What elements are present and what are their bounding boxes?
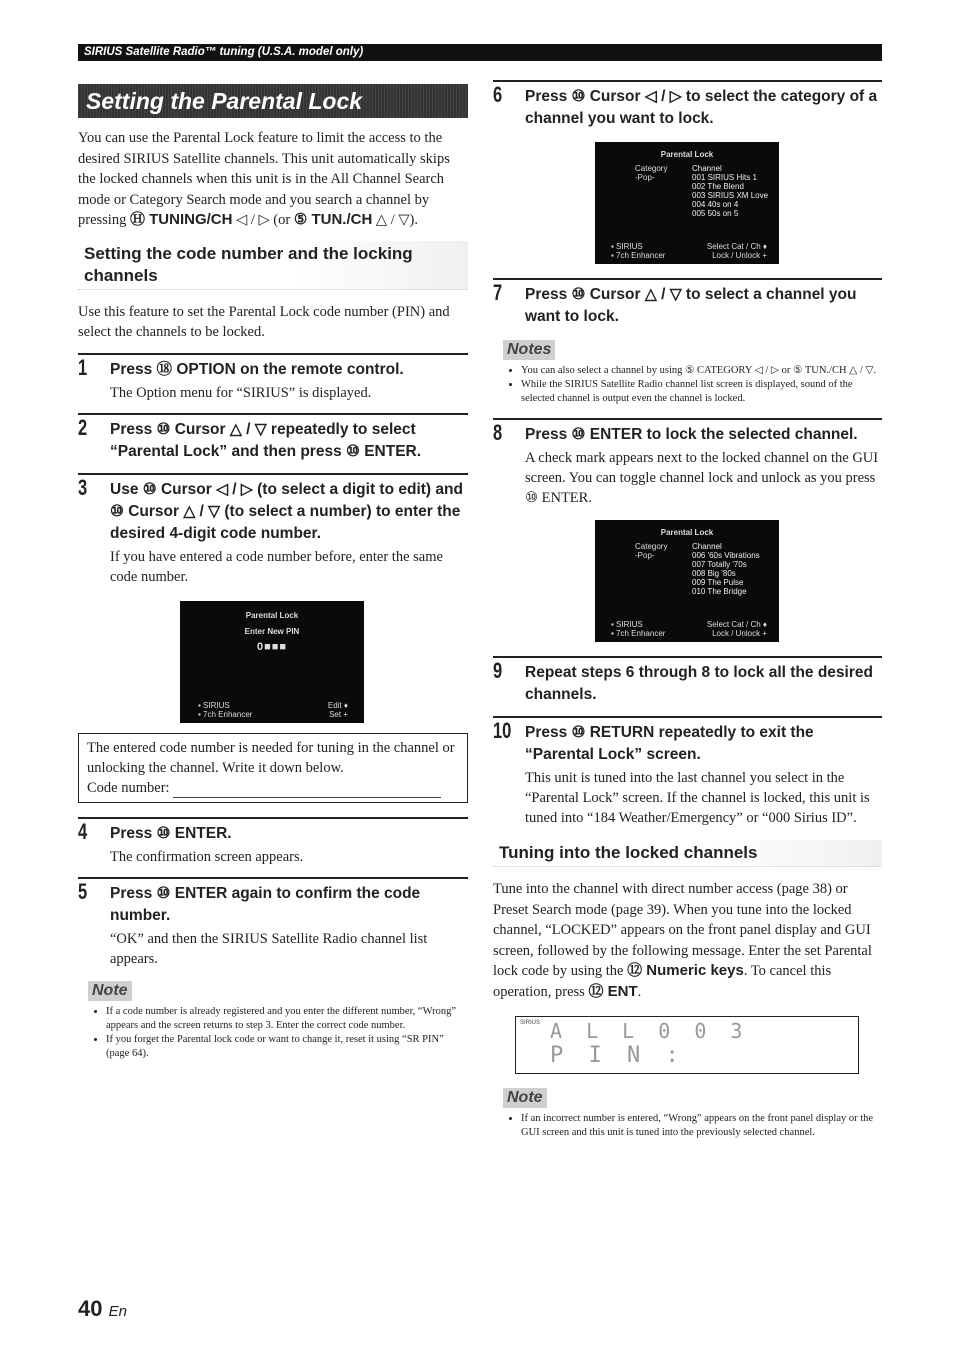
code-number-line[interactable] (173, 797, 441, 798)
notes-label: Notes (503, 340, 555, 360)
note-label: Note (88, 981, 132, 1001)
gui-screen-enter-pin: Parental Lock Enter New PIN 0■■■ ▪ SIRIUS ▪ 7ch Enhancer Edit ♦ Set + (180, 601, 364, 723)
left-column (78, 84, 468, 1061)
note-label-2: Note (503, 1088, 547, 1108)
sub-intro: Use this feature to set the Parental Lock code number (PIN) and select the channels to be locked. (78, 303, 450, 340)
right-column (493, 80, 882, 1140)
step-8: 8 Press ⑩ ENTER to lock the selected channel. A check mark appears next to the locked channel on the GUI screen. You can toggle channel lock and unlock as you press ⑩ ENTER. (493, 418, 882, 508)
page-number: 40 En (78, 1296, 127, 1321)
gui-screen-category: Parental Lock Category -Pop- Channel 001 SIRIUS Hits 1 002 The Blend 003 SIRIUS XM Love 004 40s on 4 005 50s on 5 ▪ SIRIUS ▪ 7ch Enhancer Select Cat / Ch ♦ Lock / Unlock + (595, 142, 779, 264)
intro-paragraph: You can use the Parental Lock feature to limit the access to the desired SIRIUS Satellite channels. This unit automatically skips the locked channels when this unit is in the All Channel Search mode or Category Search mode and you search a channel by pressing Ⓗ TUNING/CH ◁ / ▷ (or ⑤ TUN./CH △ / ▽). (78, 130, 450, 228)
step-6: 6 Press ⑩ Cursor ◁ / ▷ to select the category of a channel you want to lock. (493, 80, 882, 130)
front-panel-display: SIRIUS A L L 0 0 3 P I N : (515, 1016, 859, 1074)
tuning-paragraph: Tune into the channel with direct number access (page 38) or Preset Search mode (page 39). When you tune into the locked channel, “LOCKED” appears on the front panel display and GUI screen, followed by the following message. Enter the set Parental lock code by using the ⑫ Numeric keys. To cancel this operation, press ⑫ ENT. (493, 881, 872, 1000)
step-9: 9 Repeat steps 6 through 8 to lock all the desired channels. (493, 656, 882, 706)
notes-list: • You can also select a channel by using ⑤ CATEGORY ◁ / ▷ or ⑤ TUN./CH △ / ▽. • While the SIRIUS Satellite Radio channel list screen is displayed, sound of the selected channel is output even the channel is locked. (493, 364, 882, 406)
section-header-bar: SIRIUS Satellite Radio™ tuning (U.S.A. model only) (78, 44, 882, 61)
step-1: 1 Press ⑱ OPTION on the remote control. The Option menu for “SIRIUS” is displayed. (78, 353, 468, 403)
code-number-box: The entered code number is needed for tuning in the channel or unlocking the channel. Write it down below. Code number: (78, 733, 468, 803)
step-3: 3 Use ⑩ Cursor ◁ / ▷ (to select a digit to edit) and ⑩ Cursor △ / ▽ (to select a number) to enter the desired 4-digit code number. If you have entered a code number before, enter the same code number. (78, 473, 468, 587)
step-10: 10 Press ⑩ RETURN repeatedly to exit the “Parental Lock” screen. This unit is tuned into the last channel you select in the “Parental Lock” screen. If the channel is locked, this unit is tuned into “184 Weather/Emergency” or “000 Sirius ID”. (493, 716, 882, 828)
step-4: 4 Press ⑩ ENTER. The confirmation screen appears. (78, 817, 468, 867)
note-list: • If a code number is already registered and you enter the different number, “Wrong” appears and the screen returns to step 3. Enter the correct code number. • If you forget the Parental lock code or want to change it, reset it using “SR PIN” (page 64). (78, 1005, 468, 1061)
note-list-2: • If an incorrect number is entered, “Wrong” appears on the front panel display or the GUI screen and this unit is tuned into the previously selected channel. (493, 1112, 882, 1140)
section-title: Setting the Parental Lock (78, 84, 468, 118)
gui-screen-locked-channel: Parental Lock Category -Pop- Channel 006 '60s Vibrations 007 Totally '70s 008 Big '80s 009 The Pulse 010 The Bridge ▪ SIRIUS ▪ 7ch Enhancer Select Cat / Ch ♦ Lock / Unlock + (595, 520, 779, 642)
subhead-setting-code: Setting the code number and the locking channels (78, 241, 468, 290)
step-7: 7 Press ⑩ Cursor △ / ▽ to select a channel you want to lock. (493, 278, 882, 328)
step-2: 2 Press ⑩ Cursor △ / ▽ repeatedly to select “Parental Lock” and then press ⑩ ENTER. (78, 413, 468, 463)
subhead-tuning-locked: Tuning into the locked channels (493, 840, 882, 867)
step-5: 5 Press ⑩ ENTER again to confirm the code number. “OK” and then the SIRIUS Satellite Radio channel list appears. (78, 877, 468, 969)
